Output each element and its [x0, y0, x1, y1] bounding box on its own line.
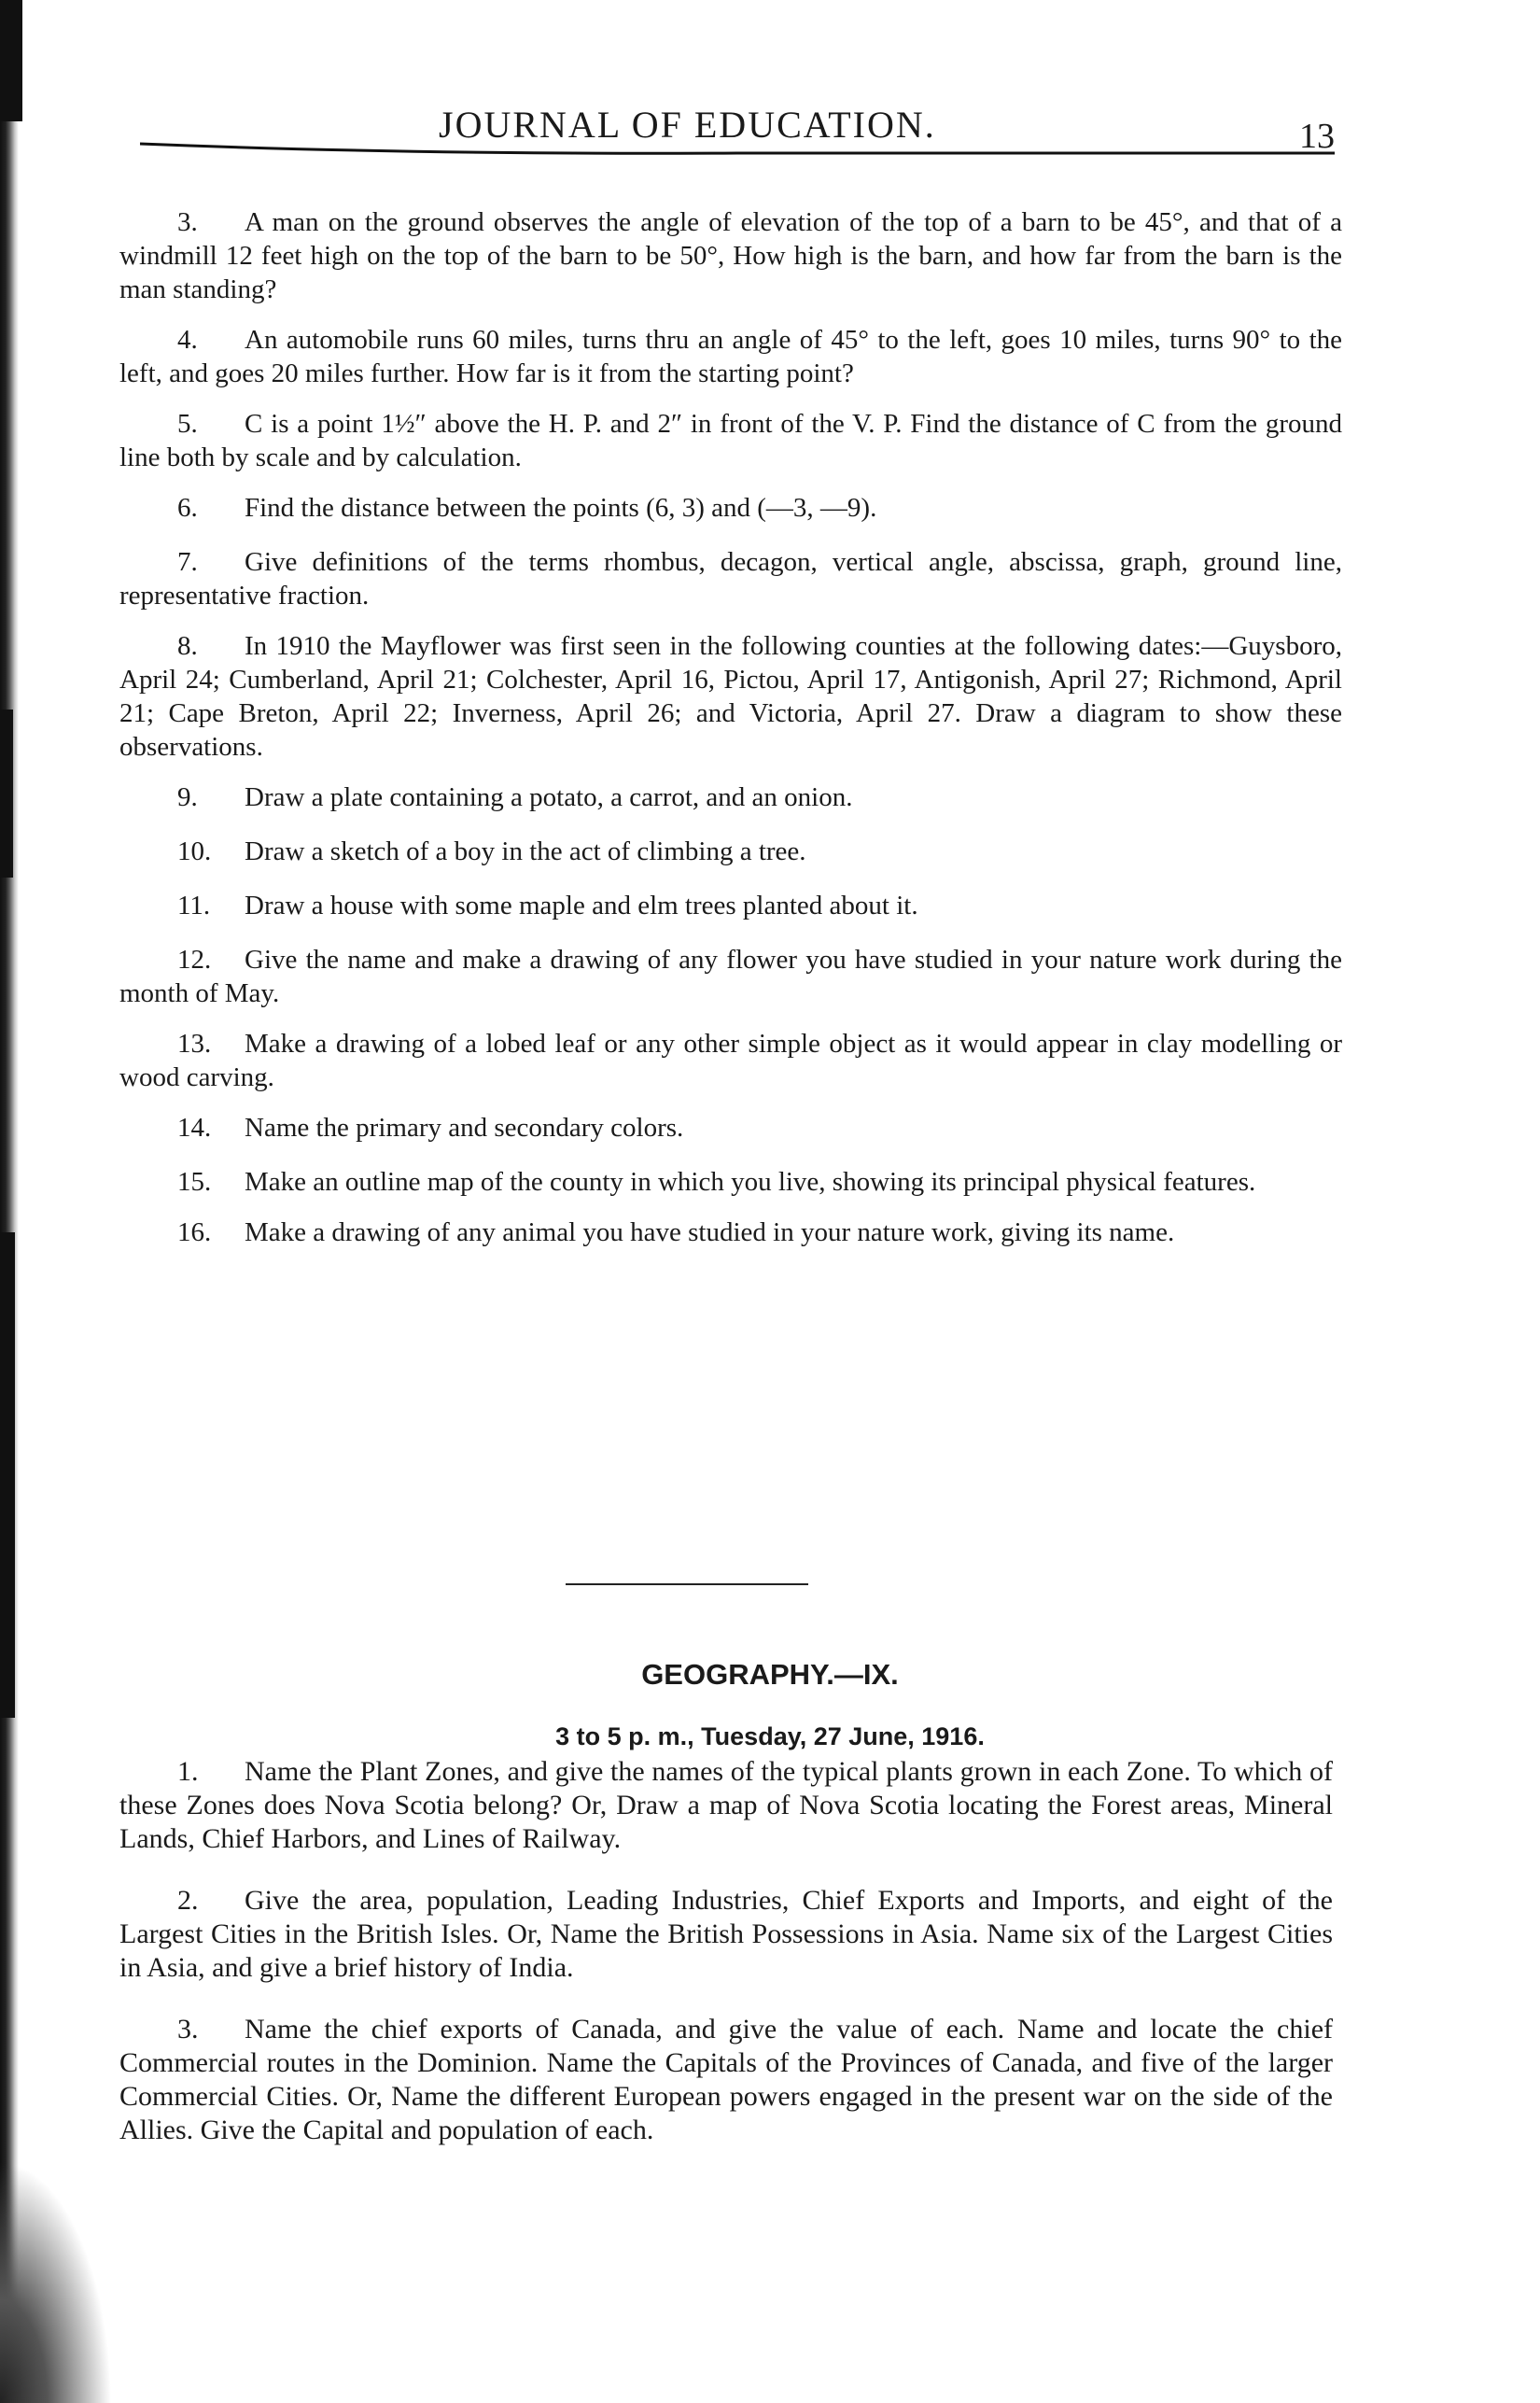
- question-item: [119, 780, 1342, 814]
- question-number: 3.: [177, 207, 198, 237]
- questions-section: [119, 205, 1342, 1266]
- question-item: [119, 889, 1342, 922]
- question-number: 10.: [177, 836, 212, 866]
- question-text: Name the chief exports of Canada, and give the value of each. Name and locate the chief Commercial routes in the Dominion. Name the Capitals of the Provinces of Canada, and five of the larger Commercial Cities. Or, Name the different European powers engaged in the present war on the side of the Allies. Give the Capital and population of each.: [119, 2014, 1333, 2145]
- question-text: Find the distance between the points (6, 3) and (—3, —9).: [245, 493, 877, 523]
- page-number: 13: [1299, 117, 1335, 156]
- question-text: Make a drawing of a lobed leaf or any other simple object as it would appear in clay modelling or wood carving.: [119, 1029, 1342, 1092]
- question-number: 4.: [177, 325, 198, 355]
- question-number: 14.: [177, 1113, 212, 1143]
- binding-mark: [0, 0, 22, 121]
- question-number: 15.: [177, 1167, 212, 1197]
- question-text: Name the primary and secondary colors.: [245, 1113, 684, 1143]
- question-text: In 1910 the Mayflower was first seen in the following counties at the following dates:—Guysboro, April 24; Cumberland, April 21; Colchester, April 16, Pictou, April 17, Antigonish, April 27; Richmond, April 21; Cape Breton, April 22; Inverness, April 26; and Victoria, April 27. Draw a diagram to show these observations.: [119, 631, 1342, 762]
- question-number: 9.: [177, 782, 198, 812]
- question-number: 2.: [177, 1885, 199, 1916]
- question-item: [119, 1027, 1342, 1094]
- question-number: 13.: [177, 1029, 212, 1059]
- running-title: JOURNAL OF EDUCATION.: [439, 104, 936, 146]
- binding-mark: [0, 1232, 15, 1718]
- question-number: 16.: [177, 1217, 212, 1247]
- question-text: Make a drawing of any animal you have studied in your nature work, giving its name.: [245, 1217, 1175, 1247]
- section-subtitle: 3 to 5 p. m., Tuesday, 27 June, 1916.: [555, 1722, 985, 1750]
- question-text: A man on the ground observes the angle of elevation of the top of a barn to be 45°, and that of a windmill 12 feet high on the top of the barn to be 50°, How high is the barn, and how far from the barn is the man standing?: [119, 207, 1342, 304]
- question-text: C is a point 1½″ above the H. P. and 2″ in front of the V. P. Find the distance of C from the ground line both by scale and by calculation.: [119, 409, 1342, 472]
- question-text: Make an outline map of the county in which you live, showing its principal physical features.: [245, 1167, 1256, 1197]
- section-divider: [566, 1583, 808, 1585]
- question-number: 6.: [177, 493, 198, 523]
- question-item: [119, 2013, 1333, 2147]
- header-rule: [140, 142, 1335, 155]
- question-item: [119, 1111, 1342, 1145]
- question-text: Give definitions of the terms rhombus, decagon, vertical angle, abscissa, graph, ground line, representative fraction.: [119, 547, 1342, 611]
- question-number: 7.: [177, 547, 198, 577]
- binding-mark: [0, 710, 13, 878]
- question-item: [119, 205, 1342, 306]
- section-title: GEOGRAPHY.—IX.: [641, 1658, 899, 1691]
- question-item: [119, 1884, 1333, 1985]
- question-item: [119, 1165, 1342, 1199]
- question-number: 5.: [177, 409, 198, 439]
- question-item: [119, 943, 1342, 1010]
- page-corner-shadow: [0, 2160, 112, 2403]
- question-item: [119, 1216, 1342, 1249]
- question-item: [119, 491, 1342, 525]
- question-number: 11.: [177, 891, 211, 920]
- page-binding-edge: [0, 0, 19, 2403]
- question-number: 1.: [177, 1756, 199, 1787]
- question-number: 8.: [177, 631, 198, 661]
- question-item: [119, 407, 1342, 474]
- geography-questions: [119, 1755, 1333, 2175]
- question-item: [119, 629, 1342, 764]
- question-item: [119, 323, 1342, 390]
- question-number: 3.: [177, 2014, 199, 2045]
- question-item: [119, 1755, 1333, 1856]
- question-text: Give the name and make a drawing of any flower you have studied in your nature work during the month of May.: [119, 945, 1342, 1008]
- question-text: Draw a house with some maple and elm trees planted about it.: [245, 891, 918, 920]
- question-number: 12.: [177, 945, 212, 975]
- question-text: An automobile runs 60 miles, turns thru an angle of 45° to the left, goes 10 miles, turns 90° to the left, and goes 20 miles further. How far is it from the starting point?: [119, 325, 1342, 388]
- question-text: Give the area, population, Leading Industries, Chief Exports and Imports, and eight of the Largest Cities in the British Isles. Or, Name the British Possessions in Asia. Name six of the Largest Cities in Asia, and give a brief history of India.: [119, 1885, 1333, 1983]
- question-text: Name the Plant Zones, and give the names of the typical plants grown in each Zone. To which of these Zones does Nova Scotia belong? Or, Draw a map of Nova Scotia locating the Forest areas, Mineral Lands, Chief Harbors, and Lines of Railway.: [119, 1756, 1333, 1854]
- question-text: Draw a plate containing a potato, a carrot, and an onion.: [245, 782, 853, 812]
- question-item: [119, 835, 1342, 868]
- question-item: [119, 545, 1342, 612]
- question-text: Draw a sketch of a boy in the act of climbing a tree.: [245, 836, 806, 866]
